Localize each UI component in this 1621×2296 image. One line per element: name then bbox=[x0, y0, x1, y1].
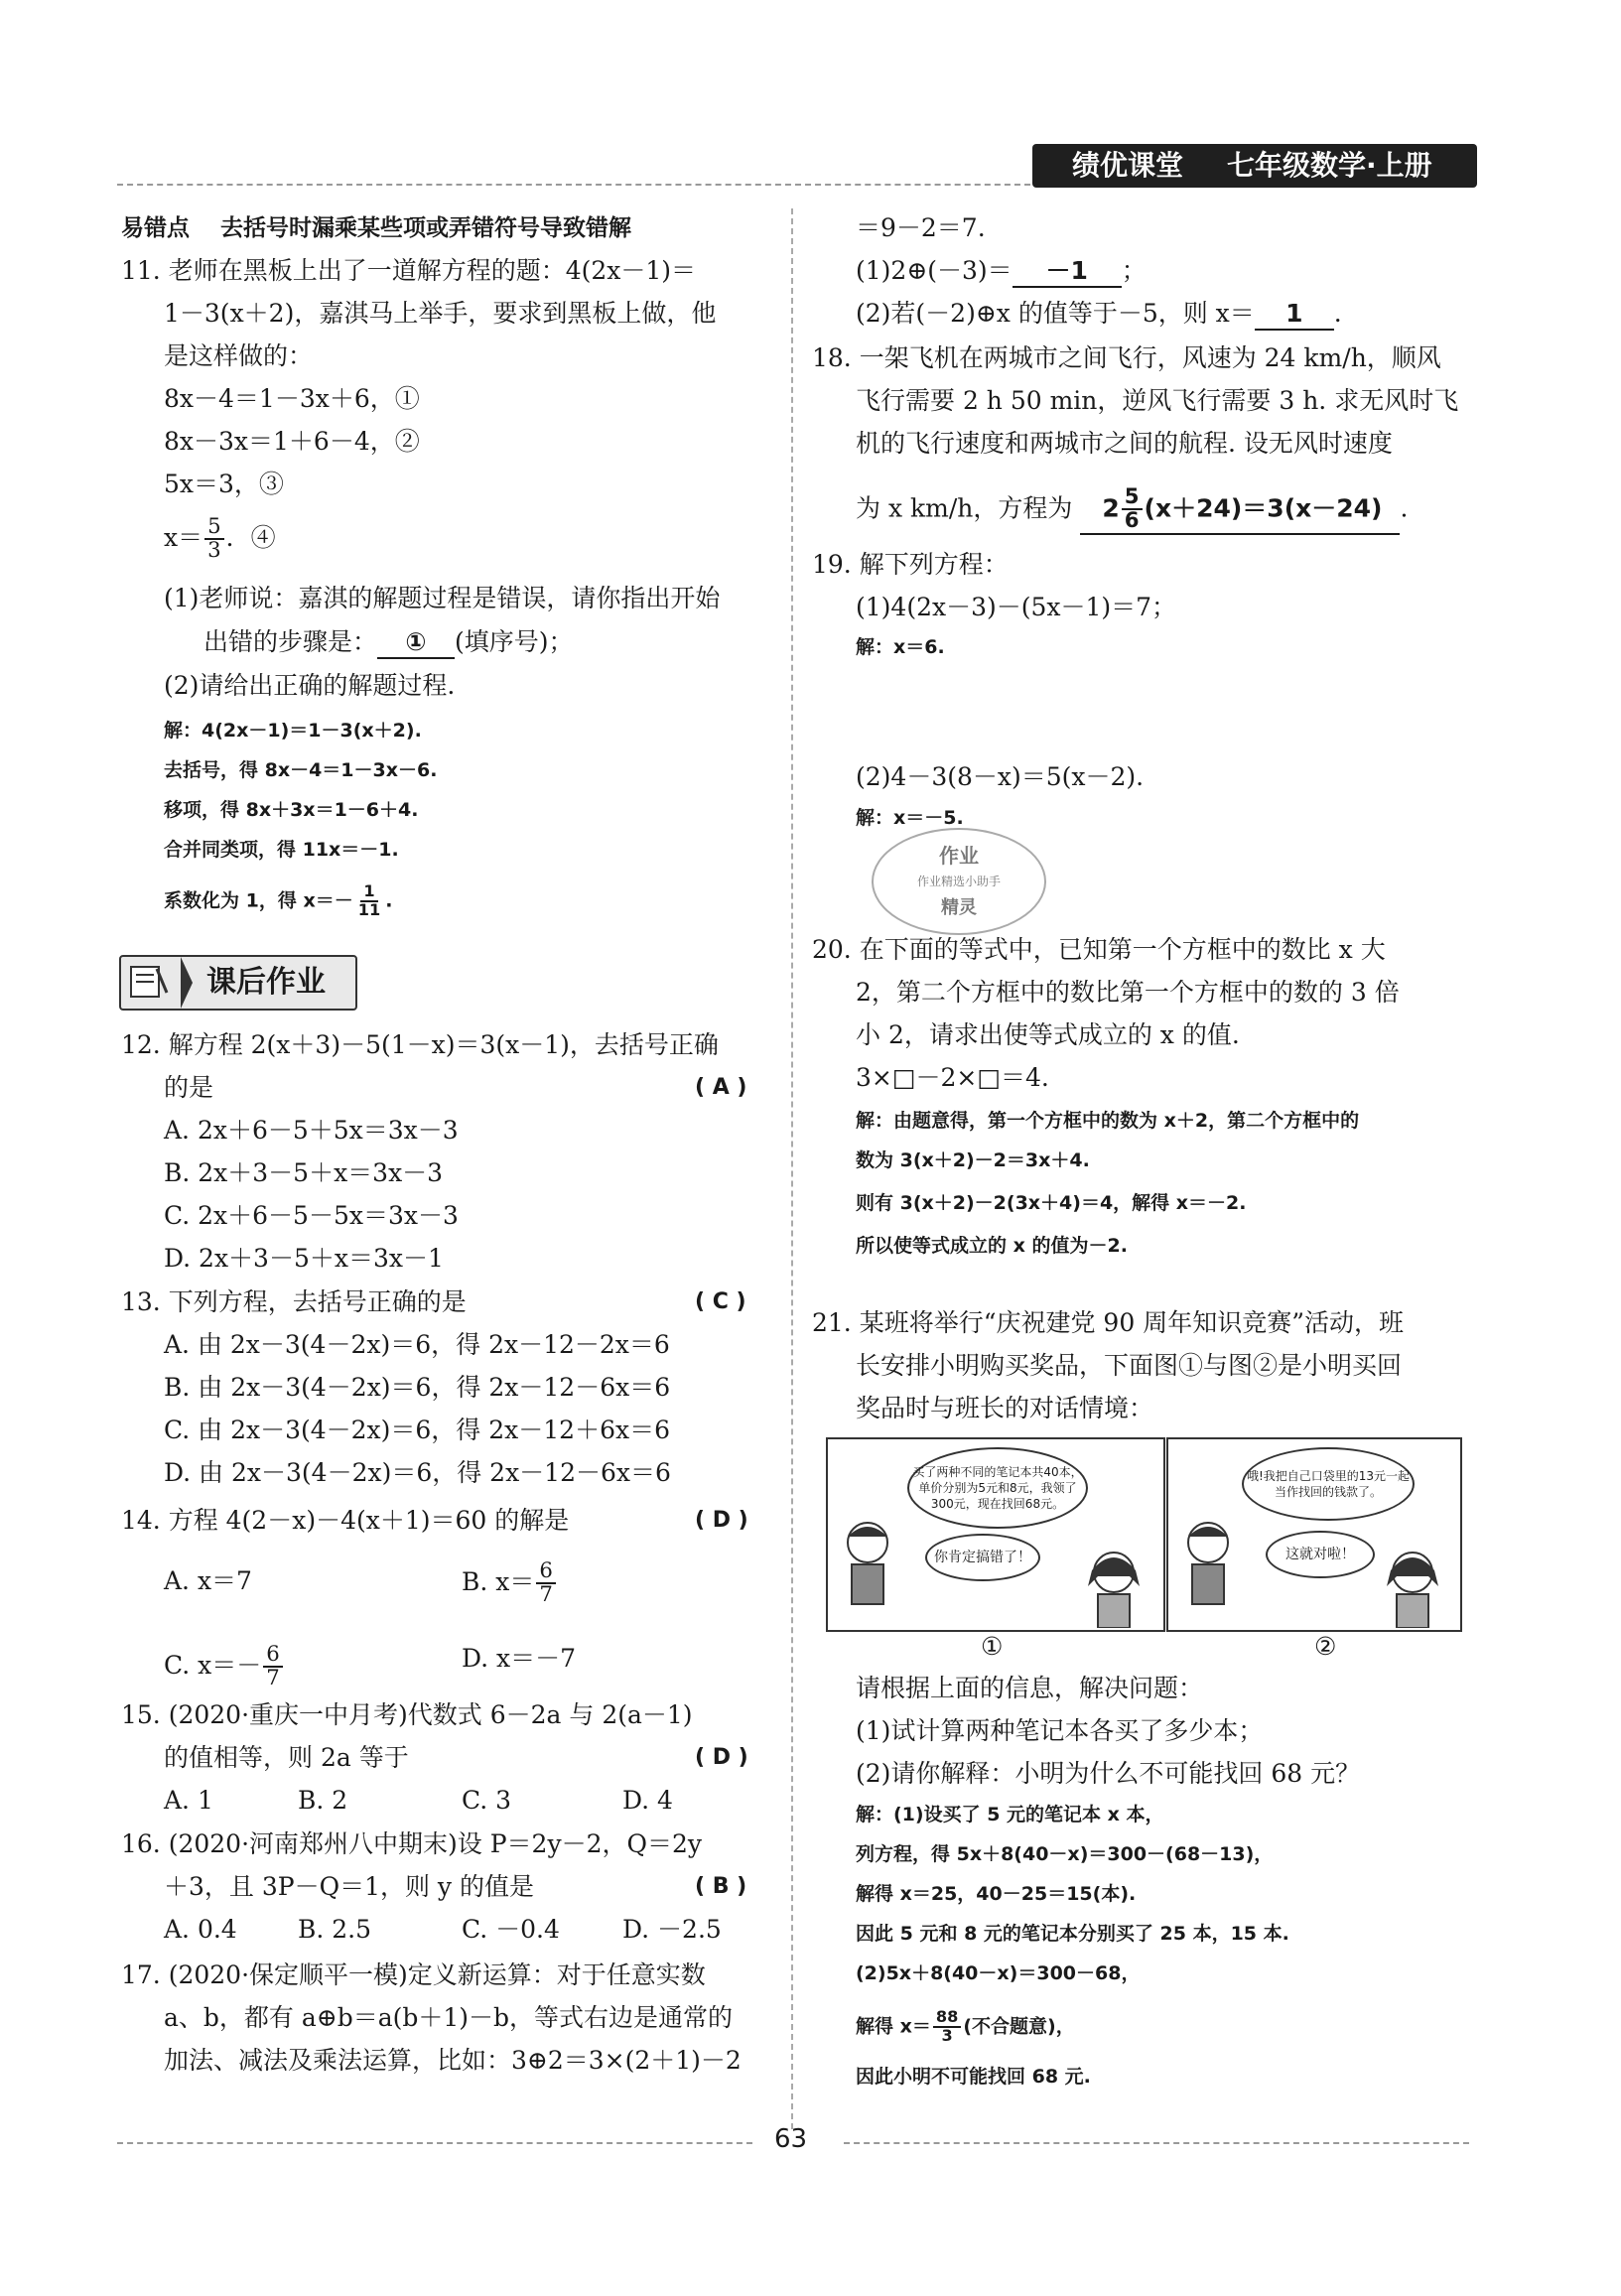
q15-option-b: B. 2 bbox=[298, 1786, 348, 1815]
q16-option-d: D. －2.5 bbox=[622, 1915, 722, 1944]
q11-answer-line5 bbox=[164, 883, 392, 919]
q21-prompt: 请根据上面的信息，解决问题： bbox=[856, 1674, 1204, 1702]
q18-answer-post: (x＋24)＝3(x－24) bbox=[1144, 493, 1383, 523]
q15-option-a: A. 1 bbox=[164, 1786, 213, 1815]
q20-line1: 20. 在下面的等式中，已知第一个方框中的数比 x 大 bbox=[812, 935, 1386, 964]
q13-option-d: D. 由 2x－3(4－2x)＝6，得 2x－12－6x＝6 bbox=[164, 1458, 671, 1487]
error-point bbox=[121, 213, 631, 243]
q11-part2: (2)请给出正确的解题过程. bbox=[164, 671, 456, 700]
q16-option-b: B. 2.5 bbox=[298, 1915, 372, 1944]
boy-figure-2 bbox=[1174, 1517, 1244, 1616]
q19-part2: (2)4－3(8－x)＝5(x－2). bbox=[856, 762, 1145, 791]
q18-line1: 18. 一架飞机在两城市之间飞行，风速为 24 km/h，顺风 bbox=[812, 343, 1441, 372]
q11-answer5-post: . bbox=[385, 889, 393, 912]
section-title: 课后作业 bbox=[206, 965, 326, 1000]
footer-rule-right bbox=[844, 2142, 1469, 2144]
q14-c-pre: C. x＝－ bbox=[164, 1650, 262, 1680]
q17-part2-end: . bbox=[1333, 299, 1342, 328]
q16-line2: ＋3，且 3P－Q＝1，则 y 的值是 bbox=[164, 1872, 534, 1901]
q13-option-a: A. 由 2x－3(4－2x)＝6，得 2x－12－2x＝6 bbox=[164, 1330, 670, 1359]
q19-part1: (1)4(2x－3)－(5x－1)＝7； bbox=[856, 593, 1177, 621]
q21-line1: 21. 某班将举行“庆祝建党 90 周年知识竞赛”活动，班 bbox=[812, 1308, 1404, 1337]
q19-answer1: 解：x＝6. bbox=[856, 636, 945, 658]
q20-answer-line4: 所以使等式成立的 x 的值为－2. bbox=[856, 1235, 1128, 1257]
q21-part1: (1)试计算两种笔记本各买了多少本； bbox=[856, 1716, 1264, 1745]
header-rule bbox=[117, 184, 1030, 186]
q18-line2: 飞行需要 2 h 50 min，逆风飞行需要 3 h. 求无风时飞 bbox=[856, 386, 1459, 415]
q14-b-den: 7 bbox=[539, 1582, 553, 1608]
q18-answer-num: 5 bbox=[1122, 486, 1143, 510]
q11-answer-line4: 合并同类项，得 11x＝－1. bbox=[164, 839, 399, 861]
q20-answer-line2: 数为 3(x＋2)－2＝3x＋4. bbox=[856, 1149, 1090, 1171]
q11-part1-line2 bbox=[203, 627, 574, 659]
header-brand: 绩优课堂 bbox=[1072, 149, 1184, 182]
q11-part1-line1: (1)老师说：嘉淇的解题过程是错误，请你指出开始 bbox=[164, 584, 721, 612]
q15-option-c: C. 3 bbox=[462, 1786, 512, 1815]
q11-step3: 5x＝3，③ bbox=[164, 470, 284, 498]
q20-line4: 3×□－2×□＝4. bbox=[856, 1063, 1049, 1092]
q11-part1-prompt: 出错的步骤是： bbox=[203, 627, 378, 656]
q11-step4-num: 5 bbox=[204, 516, 224, 540]
q13-line1: 13. 下列方程，去括号正确的是 bbox=[121, 1287, 467, 1316]
q16-answer: B bbox=[712, 1874, 730, 1899]
figure-label-2: ② bbox=[1314, 1632, 1337, 1661]
q17-line1: 17. (2020·保定顺平一模)定义新运算：对于任意实数 bbox=[121, 1960, 706, 1989]
error-text: 去括号时漏乘某些项或弄错符号导致错解 bbox=[220, 215, 632, 241]
q14-b-num: 6 bbox=[536, 1560, 556, 1584]
q16-line1: 16. (2020·河南郑州八中期末)设 P＝2y－2，Q＝2y bbox=[121, 1829, 703, 1858]
error-label: 易错点 bbox=[121, 215, 190, 241]
q11-part1-note: (填序号)； bbox=[455, 627, 574, 656]
q20-answer-line3: 则有 3(x＋2)－2(3x＋4)＝4，解得 x＝－2. bbox=[856, 1192, 1247, 1214]
q14-b-pre: B. x＝ bbox=[462, 1566, 535, 1596]
q15-line1: 15. (2020·重庆一中月考)代数式 6－2a 与 2(a－1) bbox=[121, 1700, 693, 1729]
q11-line2: 1－3(x＋2)，嘉淇马上举手，要求到黑板上做，他 bbox=[164, 299, 717, 328]
q16-option-c: C. －0.4 bbox=[462, 1915, 560, 1944]
q11-answer5-pre: 系数化为 1，得 x＝－ bbox=[164, 889, 353, 912]
speech-bubble-1: 买了两种不同的笔记本共40本，单价分别为5元和8元，我领了300元，现在找回68元。 bbox=[907, 1447, 1088, 1529]
q14-option-a: A. x＝7 bbox=[164, 1566, 252, 1595]
q21-answer-line4: 因此 5 元和 8 元的笔记本分别买了 25 本，15 本. bbox=[856, 1923, 1289, 1945]
stamp-footer: 精灵 bbox=[941, 897, 977, 918]
q14-option-b bbox=[462, 1560, 558, 1607]
q21-answer6-post: (不合题意)， bbox=[963, 2015, 1075, 2038]
q17-part1-end: ； bbox=[1121, 256, 1147, 285]
q19-answer2: 解：x＝－5. bbox=[856, 807, 964, 829]
q21-answer-line2: 列方程，得 5x＋8(40－x)＝300－(68－13)， bbox=[856, 1843, 1274, 1865]
q20-line2: 2，第二个方框中的数比第一个方框中的数的 3 倍 bbox=[856, 978, 1400, 1007]
q18-end: . bbox=[1400, 493, 1409, 523]
q17-part1-prompt: (1)2⊕(－3)＝ bbox=[856, 256, 1013, 285]
q21-answer-line7: 因此小明不可能找回 68 元. bbox=[856, 2066, 1091, 2088]
q11-answer-line2: 去括号，得 8x－4＝1－3x－6. bbox=[164, 759, 438, 781]
speech-bubble-2: 你肯定搞错了！ bbox=[925, 1534, 1040, 1581]
q11-step4-pre: x＝ bbox=[164, 522, 203, 552]
q14-c-num: 6 bbox=[263, 1644, 283, 1668]
q11-answer5-den: 11 bbox=[357, 899, 381, 919]
q17-part1 bbox=[856, 256, 1147, 288]
q21-answer-line1: 解：(1)设买了 5 元的笔记本 x 本， bbox=[856, 1804, 1164, 1825]
q12-answer: A bbox=[712, 1075, 730, 1100]
q18-prompt: 为 x km/h，方程为 bbox=[856, 493, 1073, 523]
q14-option-d: D. x＝－7 bbox=[462, 1644, 577, 1673]
q12-option-c: C. 2x＋6－5－5x＝3x－3 bbox=[164, 1201, 459, 1230]
q20-line3: 小 2，请求出使等式成立的 x 的值. bbox=[856, 1020, 1240, 1049]
q18-line4 bbox=[856, 486, 1408, 535]
q13-answer: C bbox=[712, 1289, 729, 1314]
section-banner bbox=[119, 955, 357, 1011]
q21-answer6-pre: 解得 x＝ bbox=[856, 2015, 931, 2038]
q17-part2 bbox=[856, 299, 1342, 331]
q21-part2: (2)请你解释：小明为什么不可能找回 68 元？ bbox=[856, 1759, 1361, 1788]
q12-line2: 的是 bbox=[164, 1073, 214, 1102]
q17-part2-answer: 1 bbox=[1255, 299, 1334, 331]
q18-answer bbox=[1080, 486, 1400, 535]
q21-line2: 长安排小明购买奖品，下面图①与图②是小明买回 bbox=[856, 1351, 1403, 1380]
girl-figure-2 bbox=[1373, 1547, 1452, 1628]
q15-answer: D bbox=[712, 1745, 731, 1770]
stamp-subtitle: 作业精选小助手 bbox=[916, 875, 1001, 888]
figure-label-1: ① bbox=[981, 1632, 1004, 1661]
column-divider bbox=[791, 208, 793, 2129]
q11-answer5-num: 1 bbox=[360, 883, 377, 902]
q17-line2: a、b，都有 a⊕b＝a(b＋1)－b，等式右边是通常的 bbox=[164, 2003, 734, 2032]
q14-line1: 14. 方程 4(2－x)－4(x＋1)＝60 的解是 bbox=[121, 1506, 570, 1535]
boy-figure bbox=[834, 1517, 903, 1616]
comic-panel-1 bbox=[826, 1437, 1165, 1632]
q11-step4 bbox=[164, 516, 276, 563]
q11-step1: 8x－4＝1－3x＋6，① bbox=[164, 384, 420, 413]
q21-answer-line3: 解得 x＝25，40－25＝15(本). bbox=[856, 1883, 1137, 1905]
q11-answer-line1: 解：4(2x－1)＝1－3(x＋2). bbox=[164, 720, 422, 742]
q21-answer-line5: (2)5x＋8(40－x)＝300－68， bbox=[856, 1962, 1141, 1984]
notebook-icon bbox=[127, 963, 171, 1001]
stamp bbox=[872, 828, 1046, 935]
stamp-title: 作业 bbox=[939, 844, 979, 868]
header-subtitle: 七年级数学·上册 bbox=[1227, 149, 1432, 182]
q18-line3: 机的飞行速度和两城市之间的航程. 设无风时速度 bbox=[856, 429, 1393, 458]
q12-option-d: D. 2x＋3－5＋x＝3x－1 bbox=[164, 1244, 444, 1273]
q14-answer: D bbox=[712, 1508, 731, 1533]
q16-option-a: A. 0.4 bbox=[164, 1915, 237, 1944]
q14-c-den: 7 bbox=[266, 1666, 280, 1691]
q11-line3: 是这样做的： bbox=[164, 341, 314, 370]
q11-step4-post: ．④ bbox=[225, 522, 276, 552]
page-header bbox=[1032, 144, 1477, 188]
q21-answer-line6 bbox=[856, 2009, 1075, 2045]
q12-option-a: A. 2x＋6－5＋5x＝3x－3 bbox=[164, 1116, 459, 1145]
q18-answer-pre: 2 bbox=[1102, 493, 1120, 523]
q11-line1: 11. 老师在黑板上出了一道解方程的题：4(2x－1)＝ bbox=[121, 256, 697, 285]
speech-bubble-4: 这就对啦！ bbox=[1266, 1531, 1375, 1578]
q19-line1: 19. 解下列方程： bbox=[812, 550, 1009, 579]
q15-option-d: D. 4 bbox=[622, 1786, 673, 1815]
q14-option-c bbox=[164, 1644, 285, 1690]
q18-answer-den: 6 bbox=[1124, 508, 1140, 534]
q12-line1: 12. 解方程 2(x＋3)－5(1－x)＝3(x－1)，去括号正确 bbox=[121, 1030, 719, 1059]
q11-step2: 8x－3x＝1＋6－4，② bbox=[164, 427, 420, 456]
footer-rule-left bbox=[117, 2142, 752, 2144]
girl-figure bbox=[1074, 1547, 1153, 1628]
q21-answer6-num: 88 bbox=[933, 2009, 961, 2028]
banner-arrow bbox=[181, 957, 193, 1009]
comic-panel-2 bbox=[1166, 1437, 1462, 1632]
q15-line2: 的值相等，则 2a 等于 bbox=[164, 1743, 409, 1772]
q17-line3: 加法、减法及乘法运算，比如：3⊕2＝3×(2＋1)－2 bbox=[164, 2046, 742, 2075]
page-number: 63 bbox=[774, 2124, 808, 2154]
q13-option-c: C. 由 2x－3(4－2x)＝6，得 2x－12＋6x＝6 bbox=[164, 1416, 670, 1444]
q17-cont-line1: ＝9－2＝7. bbox=[856, 213, 986, 242]
q11-part1-answer: ① bbox=[377, 627, 455, 659]
q11-step4-den: 3 bbox=[207, 538, 221, 564]
q17-part2-prompt: (2)若(－2)⊕x 的值等于－5，则 x＝ bbox=[856, 299, 1255, 328]
q12-option-b: B. 2x＋3－5＋x＝3x－3 bbox=[164, 1158, 444, 1187]
q13-option-b: B. 由 2x－3(4－2x)＝6，得 2x－12－6x＝6 bbox=[164, 1373, 671, 1402]
q11-answer-line3: 移项，得 8x＋3x＝1－6＋4. bbox=[164, 799, 419, 821]
q17-part1-answer: －1 bbox=[1013, 256, 1122, 288]
q21-answer6-den: 3 bbox=[941, 2025, 953, 2045]
q21-line3: 奖品时与班长的对话情境： bbox=[856, 1394, 1154, 1422]
q20-answer-line1: 解：由题意得，第一个方框中的数为 x＋2，第二个方框中的 bbox=[856, 1110, 1360, 1132]
speech-bubble-3: 哦!我把自己口袋里的13元一起当作找回的钱款了。 bbox=[1242, 1447, 1415, 1521]
